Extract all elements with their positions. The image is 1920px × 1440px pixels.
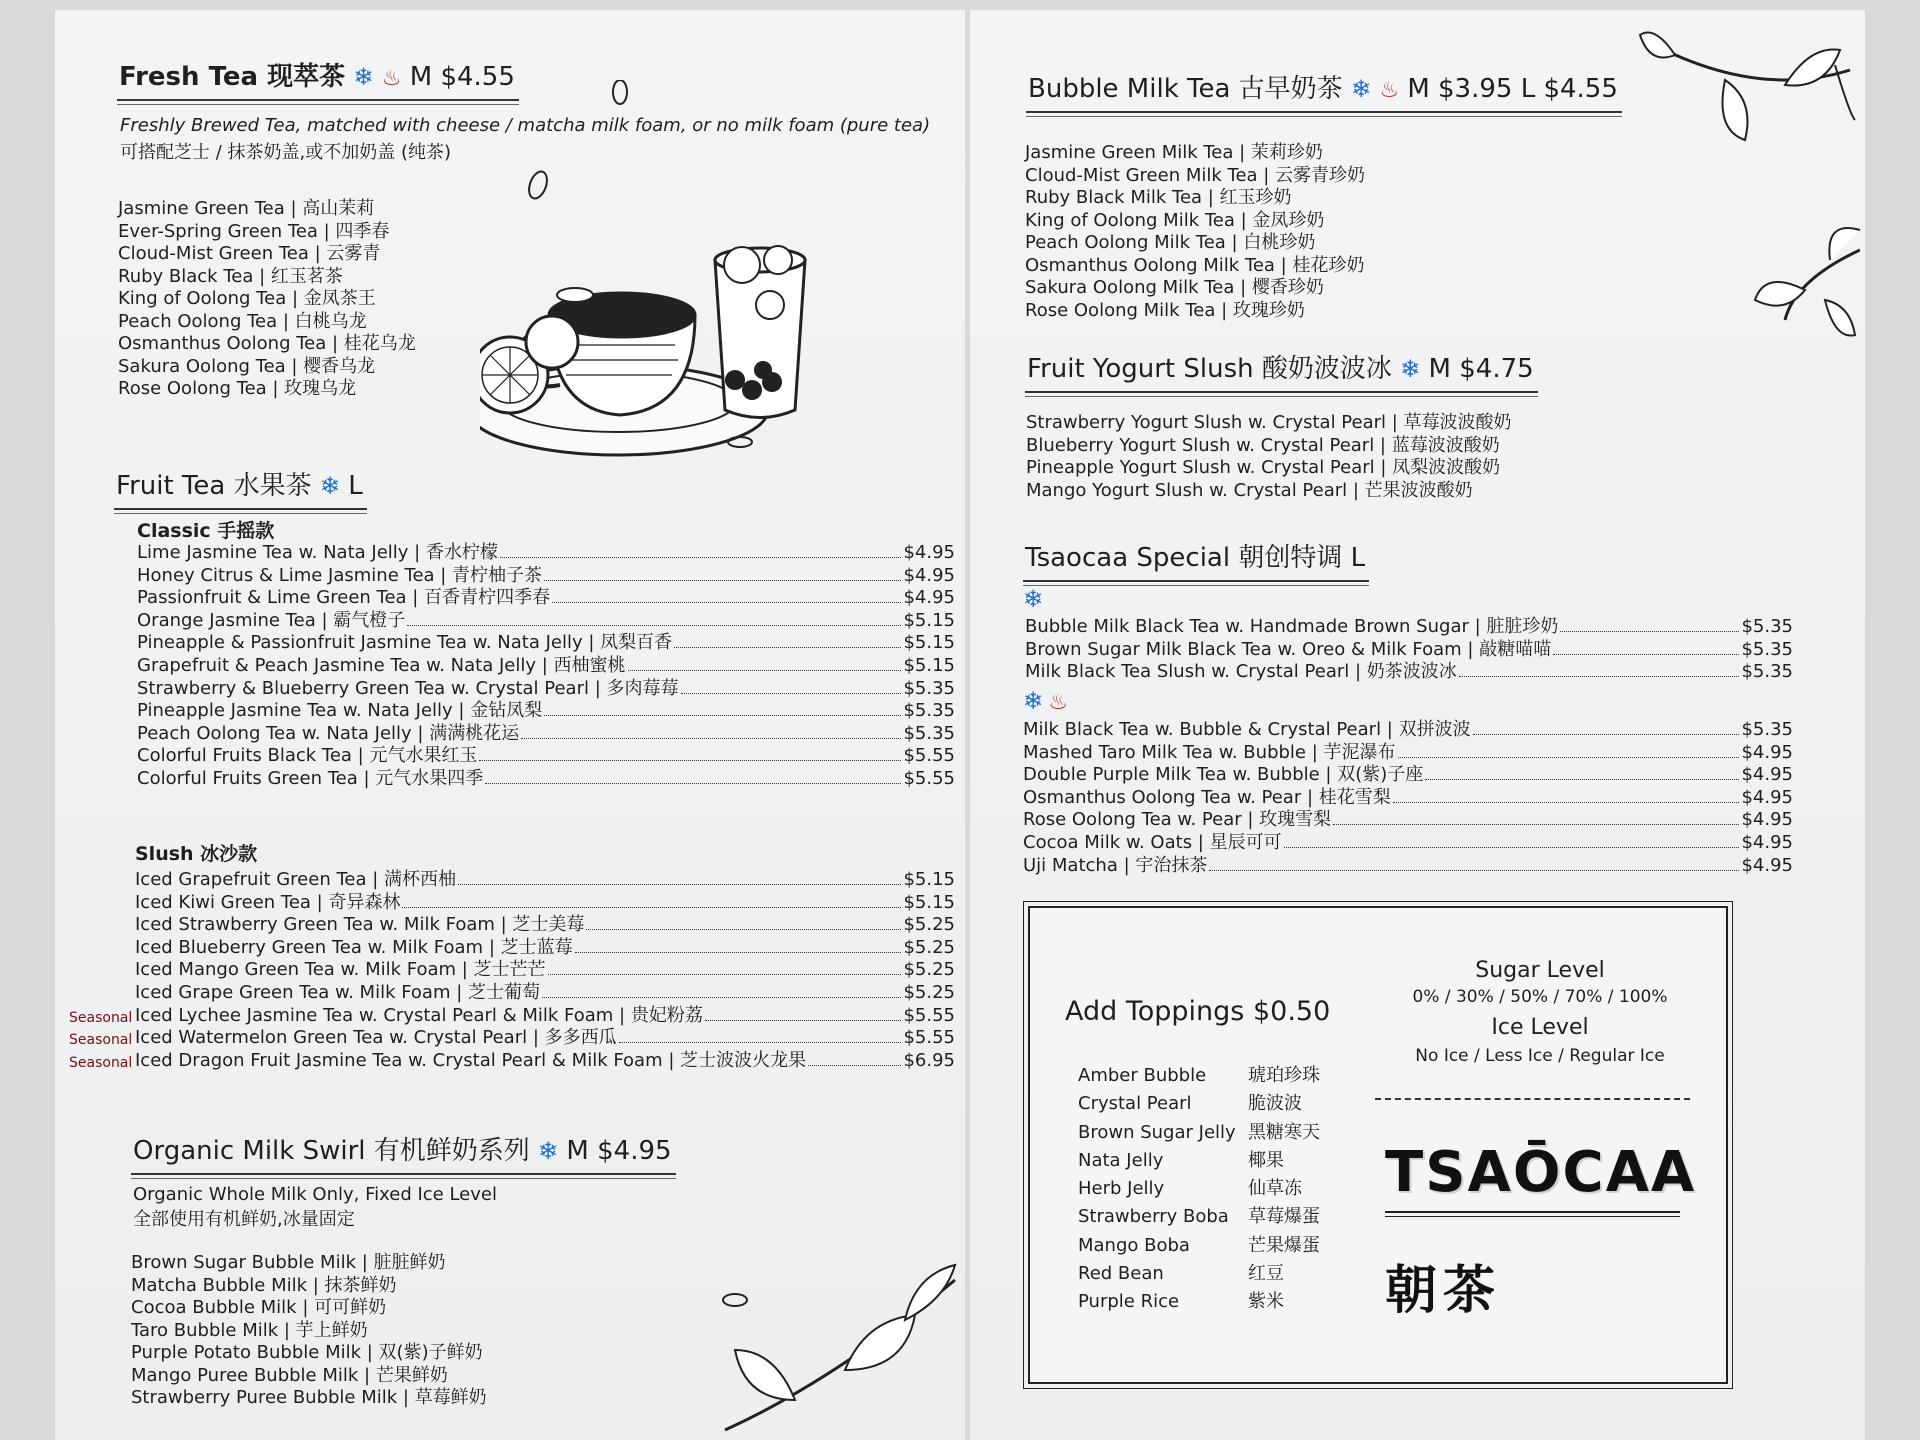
- yogurt-slush-item: Strawberry Yogurt Slush w. Crystal Pearl | 草莓波波酸奶: [1026, 412, 1512, 433]
- dot-leader: [458, 884, 901, 885]
- menu-item: [1025, 639, 1793, 662]
- menu-item-price: $5.55: [903, 1027, 955, 1049]
- menu-item: [69, 1027, 955, 1050]
- bubble-milk-tea-title: [1028, 68, 1618, 105]
- dot-leader: [1560, 631, 1739, 632]
- menu-item-price: $4.95: [1741, 809, 1793, 831]
- organic-item: Brown Sugar Bubble Milk | 脏脏鲜奶: [131, 1252, 446, 1273]
- organic-title: [133, 1130, 672, 1167]
- menu-item-price: $5.25: [903, 981, 955, 1003]
- organic-item: Taro Bubble Milk | 芋上鲜奶: [131, 1319, 368, 1341]
- slush-subheading: Slush 冰沙款: [135, 843, 258, 865]
- menu-item-name: Iced Grapefruit Green Tea | 满杯西柚: [135, 869, 457, 890]
- title-underline: [131, 1173, 676, 1175]
- fresh-tea-item: Cloud-Mist Green Tea | 云雾青: [118, 243, 381, 264]
- sugar-level-options: 0% / 30% / 50% / 70% / 100%: [1412, 987, 1668, 1007]
- topping-name-en: Herb Jelly: [1078, 1178, 1165, 1200]
- menu-item-price: $4.95: [1741, 786, 1793, 808]
- menu-item: [137, 700, 955, 723]
- menu-item-name: Pineapple & Passionfruit Jasmine Tea w. Nata Jelly | 凤梨百香: [137, 632, 673, 654]
- snowflake-icon: ❄: [1350, 75, 1372, 103]
- topping-name-cn: 椰果: [1248, 1149, 1284, 1171]
- topping-name-en: Nata Jelly: [1078, 1149, 1164, 1171]
- fruit-tea-size: L: [348, 471, 363, 501]
- menu-item-name: Cocoa Milk w. Oats | 星辰可可: [1023, 831, 1282, 853]
- dot-leader: [1398, 757, 1740, 758]
- topping-item: [1078, 1203, 1320, 1231]
- snowflake-icon: ❄: [1023, 687, 1044, 715]
- fresh-tea-item: Osmanthus Oolong Tea | 桂花乌龙: [118, 333, 416, 354]
- organic-list: [131, 1252, 487, 1410]
- special-cold-list: [1025, 616, 1793, 684]
- menu-item: [69, 1004, 955, 1028]
- menu-item-price: $5.15: [903, 609, 955, 631]
- menu-item: [137, 632, 955, 655]
- fruit-tea-title-text: Fruit Tea 水果茶: [116, 471, 312, 501]
- menu-item-name: Bubble Milk Black Tea w. Handmade Brown Sugar | 脏脏珍奶: [1025, 616, 1559, 637]
- title-underline: [131, 1178, 676, 1179]
- fresh-tea-item: Ever-Spring Green Tea | 四季春: [118, 220, 390, 242]
- topping-name-en: Red Bean: [1078, 1263, 1164, 1285]
- divider: [1375, 1098, 1690, 1100]
- menu-item-name: Strawberry & Blueberry Green Tea w. Crystal Pearl | 多肉莓莓: [137, 677, 679, 699]
- dot-leader: [808, 1065, 901, 1066]
- topping-name-cn: 草莓爆蛋: [1248, 1206, 1320, 1228]
- fresh-tea-price: M $4.55: [409, 62, 515, 92]
- topping-name-en: Mango Boba: [1078, 1234, 1190, 1256]
- fresh-tea-item: Ruby Black Tea | 红玉茗茶: [118, 265, 343, 287]
- bubble-milk-tea-item: Jasmine Green Milk Tea | 茉莉珍奶: [1025, 142, 1323, 163]
- hot-cup-icon: ♨: [1048, 690, 1068, 715]
- dot-leader: [548, 974, 902, 975]
- menu-item-name: Uji Matcha | 宇治抹茶: [1023, 854, 1208, 876]
- dot-leader: [521, 738, 901, 739]
- menu-item: [69, 1049, 955, 1073]
- menu-item-name: Rose Oolong Tea w. Pear | 玫瑰雪梨: [1023, 809, 1332, 831]
- dot-leader: [402, 907, 901, 908]
- yogurt-slush-title-text: Fruit Yogurt Slush 酸奶波波冰: [1027, 354, 1392, 384]
- menu-item-name: Milk Black Tea Slush w. Crystal Pearl | 奶茶波波冰: [1025, 661, 1457, 683]
- menu-item: [137, 610, 955, 633]
- menu-item-price: $5.35: [1741, 638, 1793, 660]
- menu-item-name: Double Purple Milk Tea w. Bubble | 双(紫)子座: [1023, 764, 1424, 786]
- dot-leader: [1459, 676, 1740, 677]
- fresh-tea-item: Peach Oolong Tea | 白桃乌龙: [118, 310, 367, 332]
- bubble-milk-tea-item: Peach Oolong Milk Tea | 白桃珍奶: [1025, 232, 1316, 253]
- menu-item-price: $5.35: [903, 677, 955, 699]
- menu-item: [1023, 787, 1793, 810]
- menu-item: [137, 678, 955, 701]
- menu-item: [1023, 855, 1793, 878]
- tea-illustration: [480, 80, 880, 460]
- organic-item: Mango Puree Bubble Milk | 芒果鲜奶: [131, 1364, 448, 1386]
- fresh-tea-item: Rose Oolong Tea | 玫瑰乌龙: [118, 378, 357, 399]
- organic-note-cn: 全部使用有机鲜奶,冰量固定: [133, 1209, 355, 1230]
- topping-item: [1078, 1232, 1320, 1260]
- snowflake-icon: ❄: [538, 1137, 559, 1165]
- snowflake-icon: ❄: [353, 63, 374, 91]
- dot-leader: [1209, 870, 1739, 871]
- topping-name-cn: 琥珀珍珠: [1248, 1065, 1320, 1086]
- dot-leader: [552, 602, 901, 603]
- divider: [1385, 1216, 1680, 1217]
- topping-name-cn: 黑糖寒天: [1248, 1121, 1320, 1143]
- dot-leader: [542, 997, 901, 998]
- menu-item-name: Osmanthus Oolong Tea w. Pear | 桂花雪梨: [1023, 786, 1391, 808]
- bubble-milk-tea-item: Cloud-Mist Green Milk Tea | 云雾青珍奶: [1025, 164, 1366, 186]
- menu-item-name: Iced Grape Green Tea w. Milk Foam | 芝士葡萄: [135, 981, 541, 1003]
- snowflake-icon: ❄: [1400, 355, 1421, 383]
- divider: [1385, 1211, 1680, 1213]
- menu-item: [1023, 764, 1793, 787]
- menu-item-name: Iced Strawberry Green Tea w. Milk Foam | 芝士美莓: [135, 914, 585, 936]
- ice-level-title: Ice Level: [1491, 1015, 1589, 1040]
- topping-name-cn: 芒果爆蛋: [1248, 1234, 1320, 1256]
- dot-leader: [586, 929, 901, 930]
- classic-subheading: Classic 手摇款: [137, 520, 275, 542]
- title-underline: [1026, 116, 1622, 117]
- bubble-milk-tea-title-text: Bubble Milk Tea 古早奶茶: [1028, 74, 1343, 104]
- fresh-tea-title: [119, 56, 515, 93]
- dot-leader: [1393, 802, 1740, 803]
- snowflake-icon: ❄: [1023, 585, 1044, 613]
- menu-item-price: $5.15: [903, 891, 955, 913]
- menu-item: [137, 655, 955, 678]
- dot-leader: [681, 693, 902, 694]
- topping-name-cn: 仙草冻: [1248, 1178, 1302, 1200]
- title-underline: [1025, 391, 1538, 393]
- menu-item-name: Peach Oolong Tea w. Nata Jelly | 满满桃花运: [137, 722, 520, 744]
- topping-item: [1078, 1090, 1320, 1118]
- organic-note-en: Organic Whole Milk Only, Fixed Ice Level: [133, 1184, 497, 1205]
- menu-item-price: $4.95: [1741, 741, 1793, 763]
- menu-item-price: $4.95: [1741, 831, 1793, 853]
- menu-item-price: $4.95: [903, 542, 955, 563]
- dot-leader: [628, 670, 902, 671]
- dot-leader: [1333, 824, 1739, 825]
- menu-item-name: Mashed Taro Milk Tea w. Bubble | 芋泥瀑布: [1023, 741, 1396, 763]
- menu-right-page: [970, 10, 1865, 1440]
- menu-item-name: Brown Sugar Milk Black Tea w. Oreo & Milk Foam | 敲糖喵喵: [1025, 638, 1552, 660]
- topping-name-cn: 紫米: [1248, 1291, 1284, 1313]
- menu-item-price: $5.15: [903, 632, 955, 654]
- dot-leader: [619, 1042, 902, 1043]
- menu-left-page: [55, 10, 965, 1440]
- dot-leader: [544, 580, 901, 581]
- topping-name-cn: 脆波波: [1248, 1093, 1302, 1115]
- fresh-tea-item: King of Oolong Tea | 金凤茶王: [118, 288, 376, 309]
- brand-logo: TSAŌCAA: [1385, 1140, 1697, 1205]
- toppings-list: [1078, 1062, 1320, 1317]
- fresh-tea-desc-cn: 可搭配芝士 / 抹茶奶盖,或不加奶盖 (纯茶): [120, 142, 451, 163]
- yogurt-slush-item: Mango Yogurt Slush w. Crystal Pearl | 芒果波波酸奶: [1026, 479, 1473, 501]
- menu-item: [135, 914, 955, 937]
- dot-leader: [544, 715, 901, 716]
- seasonal-tag: Seasonal: [69, 1032, 133, 1049]
- menu-item-name: Iced Lychee Jasmine Tea w. Crystal Pearl & Milk Foam | 贵妃粉荔: [135, 1004, 703, 1026]
- organic-title-text: Organic Milk Swirl 有机鲜奶系列: [133, 1136, 530, 1166]
- bubble-milk-tea-item: Rose Oolong Milk Tea | 玫瑰珍奶: [1025, 299, 1305, 321]
- dot-leader: [407, 625, 901, 626]
- fresh-tea-title-text: Fresh Tea 现萃茶: [119, 62, 346, 92]
- title-underline: [114, 508, 367, 510]
- topping-name-en: Strawberry Boba: [1078, 1206, 1229, 1228]
- menu-item: [137, 768, 955, 791]
- menu-item-price: $5.55: [903, 745, 955, 767]
- menu-item-price: $4.95: [903, 587, 955, 609]
- fresh-tea-item: Sakura Oolong Tea | 樱香乌龙: [118, 355, 376, 377]
- yogurt-slush-list: [1026, 412, 1512, 502]
- menu-item-name: Iced Watermelon Green Tea w. Crystal Pearl | 多多西瓜: [135, 1027, 617, 1049]
- dot-leader: [1473, 734, 1740, 735]
- menu-item: [1023, 742, 1793, 765]
- menu-item-name: Pineapple Jasmine Tea w. Nata Jelly | 金钻凤梨: [137, 700, 543, 722]
- topping-name-en: Brown Sugar Jelly: [1078, 1121, 1236, 1143]
- fresh-tea-item: Jasmine Green Tea | 高山茉莉: [118, 198, 375, 219]
- special-hot-cold-list: [1023, 719, 1793, 877]
- title-underline: [114, 513, 367, 514]
- menu-item-name: Orange Jasmine Tea | 霸气橙子: [137, 609, 406, 631]
- menu-item: [1023, 832, 1793, 855]
- toppings-box: [1028, 906, 1728, 1384]
- bubble-milk-tea-price: M $3.95 L $4.55: [1407, 74, 1618, 104]
- fresh-tea-list: [118, 198, 416, 401]
- dot-leader: [1284, 847, 1740, 848]
- topping-name-en: Purple Rice: [1078, 1291, 1180, 1313]
- yogurt-slush-price: M $4.75: [1428, 354, 1534, 384]
- seasonal-tag: Seasonal: [69, 1009, 133, 1026]
- bubble-milk-tea-item: Ruby Black Milk Tea | 红玉珍奶: [1025, 187, 1292, 208]
- menu-item-name: Iced Blueberry Green Tea w. Milk Foam | 芝士蓝莓: [135, 936, 573, 958]
- menu-item: [137, 587, 955, 610]
- dot-leader: [485, 783, 901, 784]
- topping-name-en: Crystal Pearl: [1078, 1093, 1192, 1115]
- title-underline: [1023, 580, 1369, 582]
- dot-leader: [479, 760, 901, 761]
- menu-item: [135, 869, 955, 892]
- menu-item: [137, 565, 955, 588]
- menu-item-name: Iced Kiwi Green Tea | 奇异森林: [135, 891, 401, 913]
- dot-leader: [705, 1020, 902, 1021]
- menu-item-price: $5.35: [903, 700, 955, 722]
- slush-price-list: [69, 869, 955, 1072]
- leaf-decoration: [715, 1260, 965, 1440]
- bubble-milk-tea-list: [1025, 142, 1365, 322]
- menu-item-name: Iced Dragon Fruit Jasmine Tea w. Crystal Pearl & Milk Foam | 芝士波波火龙果: [135, 1049, 807, 1071]
- topping-name-en: Amber Bubble: [1078, 1065, 1207, 1086]
- menu-item: [1025, 616, 1793, 639]
- menu-item: [1023, 809, 1793, 832]
- yogurt-slush-item: Pineapple Yogurt Slush w. Crystal Pearl | 凤梨波波酸奶: [1026, 457, 1501, 478]
- bubble-milk-tea-item: Osmanthus Oolong Milk Tea | 桂花珍奶: [1025, 254, 1365, 276]
- hot-cup-icon: ♨: [1379, 78, 1400, 103]
- menu-item-name: Passionfruit & Lime Green Tea | 百香青柠四季春: [137, 587, 551, 609]
- level-info: [1390, 958, 1690, 1066]
- bubble-milk-tea-item: King of Oolong Milk Tea | 金凤珍奶: [1025, 209, 1325, 231]
- menu-item: [1025, 661, 1793, 684]
- topping-name-cn: 红豆: [1248, 1263, 1284, 1285]
- menu-item-price: $5.25: [903, 914, 955, 936]
- menu-item: [135, 959, 955, 982]
- leaf-decoration: [1635, 20, 1860, 340]
- toppings-title: Add Toppings $0.50: [1065, 996, 1331, 1027]
- dot-leader: [575, 952, 902, 953]
- menu-item-price: $4.95: [1741, 854, 1793, 876]
- title-underline: [1026, 111, 1622, 113]
- menu-item-price: $5.35: [1741, 661, 1793, 683]
- fresh-tea-desc-en: Freshly Brewed Tea, matched with cheese / matcha milk foam, or no milk foam (pure tea): [120, 115, 931, 136]
- menu-item: [1023, 719, 1793, 742]
- menu-item-name: Honey Citrus & Lime Jasmine Tea | 青柠柚子茶: [137, 564, 543, 586]
- menu-item: [135, 982, 955, 1005]
- organic-item: Strawberry Puree Bubble Milk | 草莓鲜奶: [131, 1387, 487, 1408]
- menu-item-price: $5.55: [903, 1004, 955, 1026]
- organic-item: Purple Potato Bubble Milk | 双(紫)子鲜奶: [131, 1342, 483, 1363]
- title-underline: [1025, 396, 1538, 397]
- dot-leader: [674, 647, 901, 648]
- menu-item: [137, 542, 955, 565]
- menu-item: [135, 892, 955, 915]
- menu-item-name: Iced Mango Green Tea w. Milk Foam | 芝士芒芒: [135, 959, 546, 981]
- special-size: L: [1350, 543, 1366, 573]
- organic-price: M $4.95: [566, 1136, 672, 1166]
- menu-item-price: $5.25: [903, 936, 955, 958]
- menu-item-price: $4.95: [903, 564, 955, 586]
- hot-cup-icon: ♨: [381, 66, 402, 91]
- seasonal-tag: Seasonal: [69, 1054, 133, 1071]
- topping-item: [1078, 1175, 1320, 1203]
- menu-item: [137, 723, 955, 746]
- menu-item: [135, 937, 955, 960]
- ice-level-options: No Ice / Less Ice / Regular Ice: [1415, 1046, 1665, 1066]
- snowflake-icon: ❄: [319, 472, 340, 500]
- topping-item: [1078, 1147, 1320, 1175]
- menu-item-price: $5.35: [1741, 719, 1793, 740]
- menu-item-name: Milk Black Tea w. Bubble & Crystal Pearl | 双拼波波: [1023, 719, 1471, 740]
- menu-item-price: $5.55: [903, 767, 955, 789]
- menu-item-price: $5.15: [903, 654, 955, 676]
- dot-leader: [500, 557, 902, 558]
- special-title-text: Tsaocaa Special 朝创特调: [1025, 543, 1343, 573]
- brand-logo-cn: 朝茶: [1385, 1261, 1502, 1321]
- title-underline: [117, 104, 519, 105]
- sugar-level-title: Sugar Level: [1475, 958, 1605, 983]
- hot-cold-icons: [1023, 687, 1068, 715]
- menu-item-price: $4.95: [1741, 764, 1793, 786]
- menu-item-price: $5.15: [903, 869, 955, 890]
- fruit-tea-title: [116, 465, 363, 502]
- menu-item: [137, 745, 955, 768]
- special-title: [1025, 537, 1365, 574]
- title-underline: [117, 99, 519, 101]
- organic-item: Matcha Bubble Milk | 抹茶鲜奶: [131, 1274, 397, 1296]
- yogurt-slush-item: Blueberry Yogurt Slush w. Crystal Pearl | 蓝莓波波酸奶: [1026, 434, 1500, 456]
- menu-item-price: $6.95: [903, 1049, 955, 1071]
- dot-leader: [1553, 654, 1739, 655]
- topping-item: [1078, 1260, 1320, 1288]
- title-underline: [1023, 585, 1369, 586]
- menu-item-price: $5.35: [903, 722, 955, 744]
- classic-price-list: [137, 542, 955, 791]
- menu-item-name: Lime Jasmine Tea w. Nata Jelly | 香水柠檬: [137, 542, 498, 563]
- topping-item: [1078, 1288, 1320, 1316]
- dot-leader: [1425, 779, 1739, 780]
- menu-item-name: Colorful Fruits Black Tea | 元气水果红玉: [137, 745, 478, 767]
- menu-item-price: $5.25: [903, 959, 955, 981]
- menu-item-price: $5.35: [1741, 616, 1793, 637]
- organic-item: Cocoa Bubble Milk | 可可鲜奶: [131, 1297, 387, 1318]
- topping-item: [1078, 1119, 1320, 1147]
- menu-item-name: Grapefruit & Peach Jasmine Tea w. Nata Jelly | 西柚蜜桃: [137, 654, 626, 676]
- menu-item-name: Colorful Fruits Green Tea | 元气水果四季: [137, 767, 484, 789]
- yogurt-slush-title: [1027, 348, 1534, 385]
- topping-item: [1078, 1062, 1320, 1090]
- bubble-milk-tea-item: Sakura Oolong Milk Tea | 樱香珍奶: [1025, 277, 1324, 298]
